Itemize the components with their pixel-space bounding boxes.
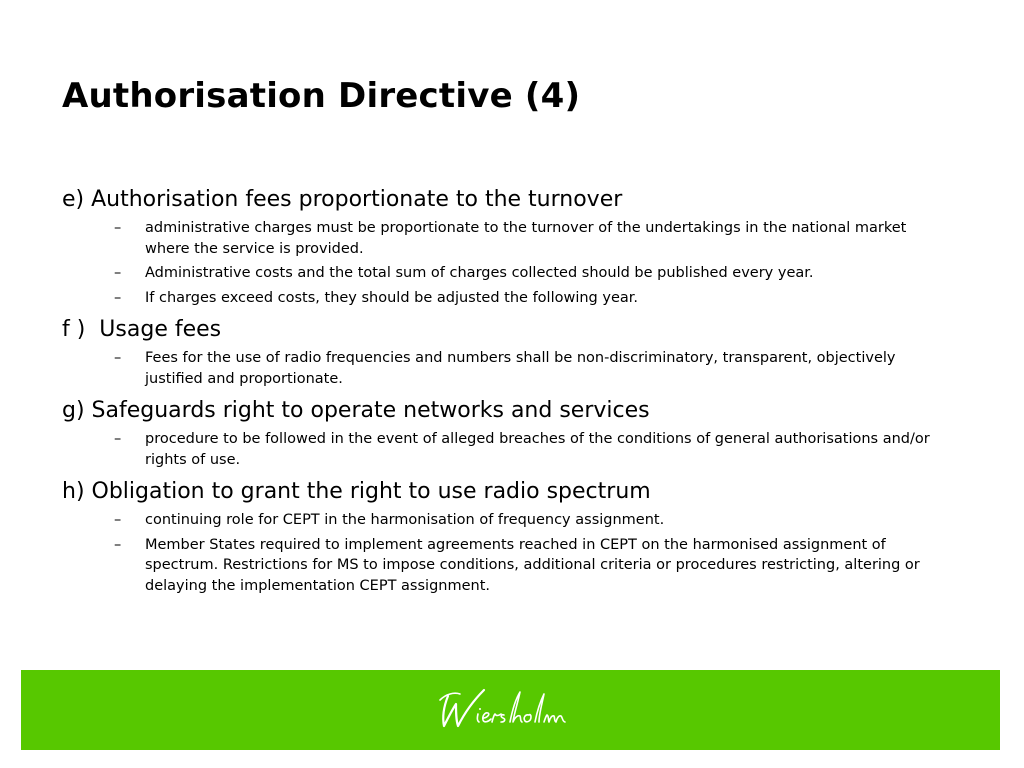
dash-bullet: –	[114, 220, 122, 236]
section-g	[62, 396, 962, 470]
wiersholm-logo	[434, 680, 594, 742]
bullet-text: continuing role for CEPT in the harmonisation of frequency assignment.	[145, 512, 665, 528]
dash-bullet: –	[114, 536, 122, 553]
dash-bullet: –	[114, 431, 122, 447]
bullet-item	[62, 535, 953, 597]
dash-bullet: –	[114, 289, 122, 306]
bullet-text: Fees for the use of radio frequencies and numbers shall be non-discriminatory, transparent, objectively justified and proportionate.	[145, 350, 896, 387]
bullet-text: Administrative costs and the total sum of charges collected should be published every year.	[145, 265, 814, 281]
bullet-item	[62, 510, 953, 531]
dash-bullet: –	[114, 350, 122, 366]
bullet-item	[62, 348, 953, 389]
bullet-text: administrative charges must be proportionate to the turnover of the undertakings in the national market where the service is provided.	[145, 220, 907, 257]
bullet-text: If charges exceed costs, they should be adjusted the following year.	[145, 289, 638, 306]
bullet-item	[62, 429, 953, 470]
bullet-list	[62, 429, 962, 470]
section-heading: f ) Usage fees	[62, 317, 222, 342]
section-heading: h) Obligation to grant the right to use radio spectrum	[62, 479, 651, 504]
dash-bullet: –	[114, 512, 122, 528]
bullet-list	[62, 348, 962, 389]
section-h	[62, 477, 962, 596]
section-f	[62, 315, 962, 389]
bullet-text: procedure to be followed in the event of alleged breaches of the conditions of general authorisations and/or rights of use.	[145, 431, 930, 468]
slide-content	[62, 185, 962, 603]
dash-bullet: –	[114, 265, 122, 281]
section-e	[62, 185, 962, 308]
section-heading: e) Authorisation fees proportionate to the turnover	[62, 187, 623, 212]
bullet-item	[62, 218, 953, 259]
bullet-list	[62, 510, 962, 596]
bullet-item	[62, 263, 953, 284]
bullet-list	[62, 218, 962, 308]
section-heading: g) Safeguards right to operate networks and services	[62, 398, 650, 423]
slide-title: Authorisation Directive (4)	[62, 76, 581, 116]
bullet-text: Member States required to implement agreements reached in CEPT on the harmonised assignment of spectrum. Restrictions for MS to impose conditions, additional criteria or procedures restricting, altering or delaying the implementation CEPT assignment.	[145, 536, 920, 594]
bullet-item	[62, 288, 953, 309]
